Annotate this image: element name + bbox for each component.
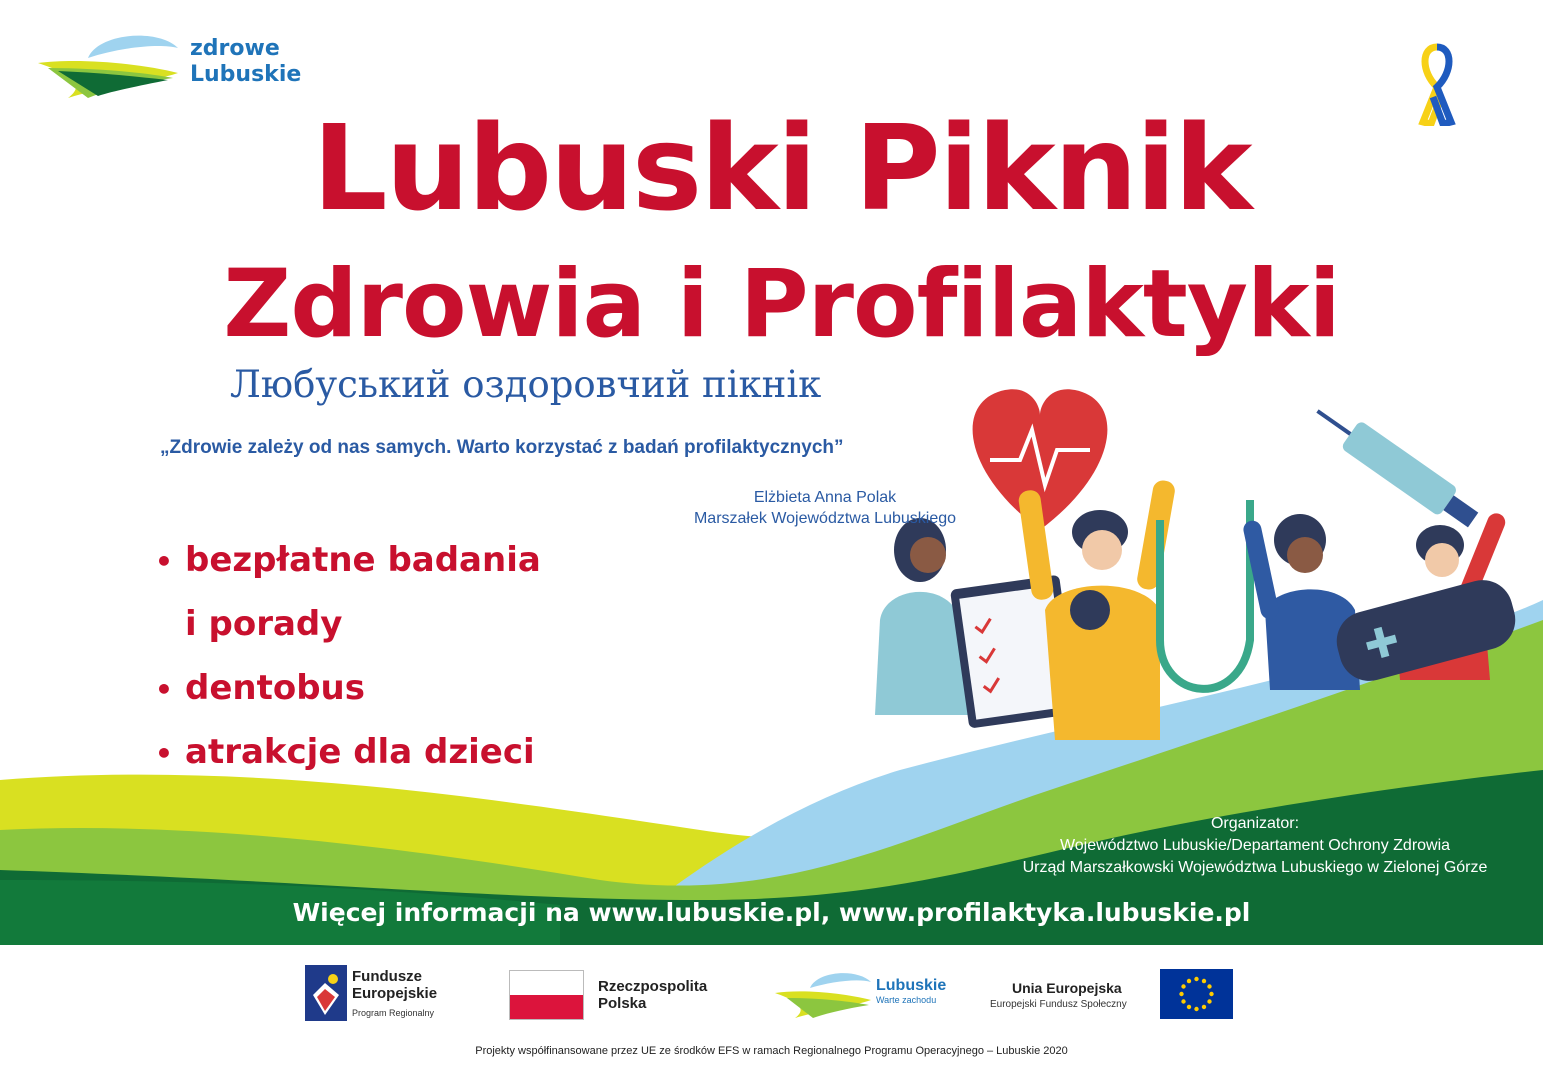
eu-star bbox=[1209, 992, 1213, 996]
rp-line2: Polska bbox=[598, 995, 647, 1012]
more-info-text: Więcej informacji na www.lubuskie.pl, www.profilaktyka.lubuskie.pl bbox=[292, 898, 1251, 927]
eu-star bbox=[1181, 984, 1185, 988]
organizer-line2: Urząd Marszałkowski Województwa Lubuskiego w Zielonej Górze bbox=[1022, 859, 1488, 876]
fe-subtitle: Program Regionalny bbox=[352, 1008, 435, 1018]
organizer-line1: Województwo Lubuskie/Departament Ochrony Zdrowia bbox=[1059, 837, 1451, 854]
eu-star bbox=[1181, 999, 1185, 1003]
quote-text: „Zdrowie zależy od nas samych. Warto korzystać z badań profilaktycznych” bbox=[160, 437, 844, 458]
main-title-line2: Zdrowia i Profilaktyki bbox=[223, 250, 1340, 359]
fe-line2: Europejskie bbox=[352, 985, 438, 1002]
bullet-dot: • bbox=[155, 545, 173, 578]
logo-line1: zdrowe bbox=[190, 36, 280, 61]
bullet-text: dentobus bbox=[185, 668, 365, 708]
bullet-text: i porady bbox=[185, 604, 343, 644]
ue-line1: Unia Europejska bbox=[1012, 980, 1122, 996]
footnote: Projekty współfinansowane przez UE ze środków EFS w ramach Regionalnego Programu Operacyjnego – Lubuskie 2020 bbox=[475, 1045, 1068, 1057]
eu-star bbox=[1202, 979, 1206, 983]
eu-star bbox=[1194, 977, 1198, 981]
eu-star bbox=[1207, 999, 1211, 1003]
subtitle-ukrainian: Любуський оздоровчий пікнік bbox=[230, 363, 822, 406]
eu-star bbox=[1194, 1007, 1198, 1011]
ue-line2: Europejski Fundusz Społeczny bbox=[990, 999, 1127, 1010]
bullet-dot: • bbox=[155, 673, 173, 706]
bullet-text: atrakcje dla dzieci bbox=[185, 732, 535, 772]
main-title-line1: Lubuski Piknik bbox=[312, 99, 1251, 237]
fe-line1: Fundusze bbox=[352, 968, 422, 985]
eu-star bbox=[1202, 1005, 1206, 1009]
author-name: Elżbieta Anna Polak bbox=[753, 489, 897, 506]
lubuskie-name: Lubuskie bbox=[876, 977, 947, 994]
lubuskie-tagline: Warte zachodu bbox=[876, 995, 937, 1005]
eu-star bbox=[1187, 979, 1191, 983]
fundusze-europejskie-icon bbox=[305, 965, 347, 1021]
organizer-label: Organizator: bbox=[1210, 815, 1300, 832]
lubuskie-logo-icon bbox=[775, 968, 875, 1020]
rp-logo-text bbox=[598, 978, 707, 1012]
bullet-dot: • bbox=[155, 737, 173, 770]
bullet-text: bezpłatne badania bbox=[185, 540, 541, 580]
author-role: Marszałek Województwa Lubuskiego bbox=[693, 510, 957, 527]
eu-star bbox=[1187, 1005, 1191, 1009]
fe-logo-text bbox=[352, 968, 437, 1002]
rp-line1: Rzeczpospolita bbox=[598, 978, 708, 995]
logo-line2: Lubuskie bbox=[190, 62, 302, 87]
eu-star bbox=[1179, 992, 1183, 996]
polish-flag-icon bbox=[509, 970, 584, 1020]
eu-flag-icon bbox=[1160, 969, 1233, 1019]
eu-star bbox=[1207, 984, 1211, 988]
